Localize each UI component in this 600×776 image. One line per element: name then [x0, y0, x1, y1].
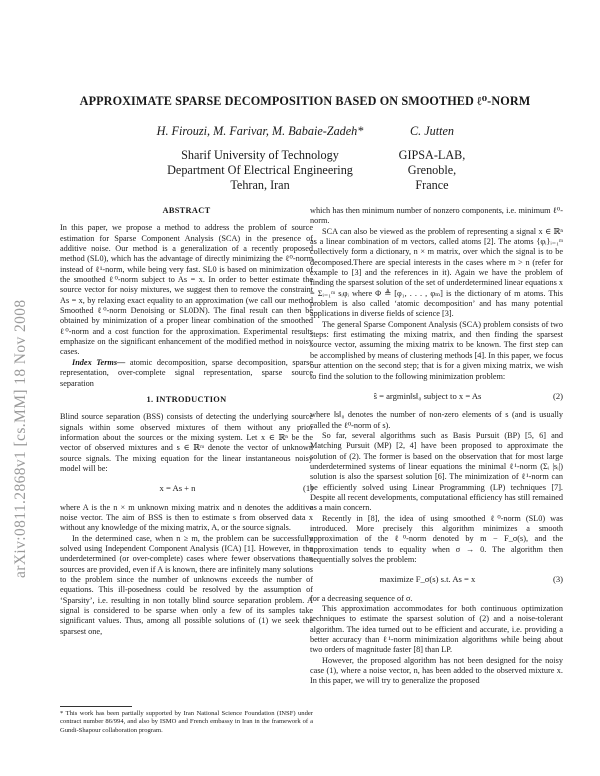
- affiliation-line: GIPSA-LAB,: [398, 148, 466, 162]
- abstract-text: In this paper, we propose a method to address the problem of source estimation for Sparse Component Analysis (SCA) in the presence of additive noise. Our method is a generalization of a recently proposed method (SL0), which has the advantage of directly minimizing the ℓ⁰-norm instead of ℓ¹-norm, while being very fast. SL0 is based on minimization of the smoothed ℓ⁰-norm subject to As = x. In order to better estimate the source vector for noisy mixtures, we suggest then to remove the constraint As = x, by relaxing exact equality to an approximation (we call our method Smoothed ℓ⁰-norm Denoising or SL0DN). The final result can then be obtained by minimization of a proper linear combination of the smoothed ℓ⁰-norm and a cost function for the approximation. Experimental results emphasize on the significant enhancement of the modified method in noisy cases.: [60, 223, 313, 357]
- abstract-heading: ABSTRACT: [162, 206, 211, 215]
- body-paragraph: So far, several algorithms such as Basis Pursuit (BP) [5, 6] and Matching Pursuit (MP) [2, 4] have been proposed to approximate the solution of (2). The former is based on the observation that for most large underdetermined systems of linear equations the minimal ℓ¹-norm (Σᵢ |sᵢ|) solution is also the sparsest solution [6]. The minimization of ℓ¹-norm can be efficiently solved using Linear Programming (LP) techniques [7]. Despite all recent developments, computational efficiency has still remained as a main concern.: [310, 430, 563, 513]
- affiliation-line: France: [415, 178, 449, 192]
- affiliation-line: Grenoble,: [407, 163, 457, 177]
- arxiv-stamp: arXiv:0811.2868v1 [cs.MM] 18 Nov 2008: [12, 299, 29, 578]
- equation-2: [310, 391, 563, 401]
- affiliation-line: Tehran, Iran: [230, 178, 290, 192]
- equation-3: [310, 574, 563, 584]
- equation-expression: ŝ = argmin‖s‖₀ subject to x = As: [373, 390, 482, 401]
- intro-paragraph: Blind source separation (BSS) consists of detecting the underlying source signals within some observed mixtures of them without any prior information about the sources or the mixing system. Let x ∈ ℝⁿ be the vector of observed mixtures and s ∈ ℝᵐ denote the vector of unknown source signals. The mixing equation for the linear instantaneous noisy model will be:: [60, 412, 313, 473]
- equation-expression: x = As + n: [159, 483, 196, 494]
- equation-number: (3): [552, 574, 563, 585]
- equation-1: [60, 483, 313, 493]
- body-paragraph: for a decreasing sequence of σ.: [310, 593, 413, 603]
- index-terms-text: atomic decomposition, sparse decomposition, sparse representation, over-complete signal representation, sparse source separation: [60, 357, 313, 388]
- equation-number: (2): [552, 390, 563, 401]
- footnote: * This work has been partially supported by Iran National Science Foundation (INSF) under contract number 86/994, and also by ISMO and French embassy in Iran in the framework of a Gundi-Shapour collaboration program.: [60, 710, 313, 734]
- right-column: [310, 206, 563, 687]
- author-names-right: C. Jutten: [409, 124, 454, 138]
- body-paragraph: This approximation accommodates for both continuous optimization techniques to estimate the sparsest solution of (2) and a noise-tolerant algorithm. The idea turned out to be efficient and accurate, i.e. providing a better accuracy than ℓ¹-norm minimization algorithms while being about two orders of magnitude faster [8] than LP.: [310, 604, 563, 655]
- equation-expression: maximize F_σ(s) s.t. As = x: [379, 574, 476, 585]
- equation-number: (1): [302, 483, 313, 494]
- left-column: [60, 206, 313, 637]
- authors-left: [150, 124, 370, 193]
- footnote-rule: [60, 706, 132, 707]
- authors-right: [392, 124, 472, 193]
- index-terms-label: Index Terms—: [72, 357, 126, 367]
- body-paragraph: The general Sparse Component Analysis (SCA) problem consists of two steps: first estimating the mixing matrix, and then finding the sparsest source vector, assuming the mixing matrix to be known. The first step can be accomplished by means of clustering methods [4]. In this paper, we focus our attention on the second step; that is for a given mixing matrix, we wish to find the solution to the following minimization problem:: [310, 319, 563, 381]
- index-terms: [60, 358, 313, 389]
- body-paragraph: However, the proposed algorithm has not been designed for the noisy case (1), where a noise vector, n, has been added to the observed mixture x. In this paper, we will try to generalize the proposed: [310, 655, 563, 686]
- affiliation-line: Department Of Electrical Engineering: [167, 163, 353, 177]
- body-paragraph: which has then minimum number of nonzero components, i.e. minimum ℓ⁰-norm.: [310, 206, 563, 226]
- body-paragraph: Recently in [8], the idea of using smoothed ℓ⁰-norm (SL0) was introduced. More precisely this algorithm minimizes a smooth approximation of the ℓ⁰-norm denoted by m − F_σ(s), and the approximation tends to equality when σ → 0. The algorithm then sequentially solves the problem:: [310, 513, 563, 564]
- body-paragraph: where ‖s‖₀ denotes the number of non-zero elements of s (and is usually called the ℓ⁰-norm of s).: [310, 410, 563, 430]
- body-paragraph: SCA can also be viewed as the problem of representing a signal x ∈ ℝⁿ as a linear combination of m vectors, called atoms [2]. The atoms {φᵢ}ᵢ₌₁ᵐ collectively form a dictionary, n × m matrix, over which the signal is to be decomposed.There are special interests in the cases where m > n (refer for example to [3] and the references in it). Again we have the problem of finding the sparsest solution of the set of underdetermined linear equations x = Σᵢ₌₁ᵐ sᵢφᵢ where Φ ≜ [φ₁, . . . , φₘ] is the dictionary of m atoms. This problem is also called ‘atomic decomposition’ and has many potential applications in diverse fields of science [3].: [310, 226, 563, 319]
- intro-paragraph: In the determined case, when n ≥ m, the problem can be successfully solved using Independent Component Analysis (ICA) [1]. However, in the underdetermined (or over-complete) cases where fewer observations than sources are provided, even if A is known, there are infinitely many solutions to the problem since the number of unknowns exceeds the number of equations. This ill-posedness could be resolved by the assumption of ‘Sparsity’, i.e. resulting in non totally blind source separation problem. A signal is considered to be sparse when only a few of its samples take significant values. Thus, among all possible solutions of (1) we seek the sparsest one,: [60, 533, 313, 636]
- paper-title: APPROXIMATE SPARSE DECOMPOSITION BASED ON SMOOTHED ℓ⁰-NORM: [79, 94, 531, 108]
- affiliation-line: Sharif University of Technology: [181, 148, 339, 162]
- author-names-left: H. Firouzi, M. Farivar, M. Babaie-Zadeh*: [156, 124, 364, 138]
- intro-paragraph: where A is the n × m unknown mixing matrix and n denotes the additive noise vector. The aim of BSS is then to estimate s from observed data x without any knowledge of the mixing matrix, A, or the source signals.: [60, 502, 313, 533]
- intro-heading: 1. INTRODUCTION: [146, 394, 227, 404]
